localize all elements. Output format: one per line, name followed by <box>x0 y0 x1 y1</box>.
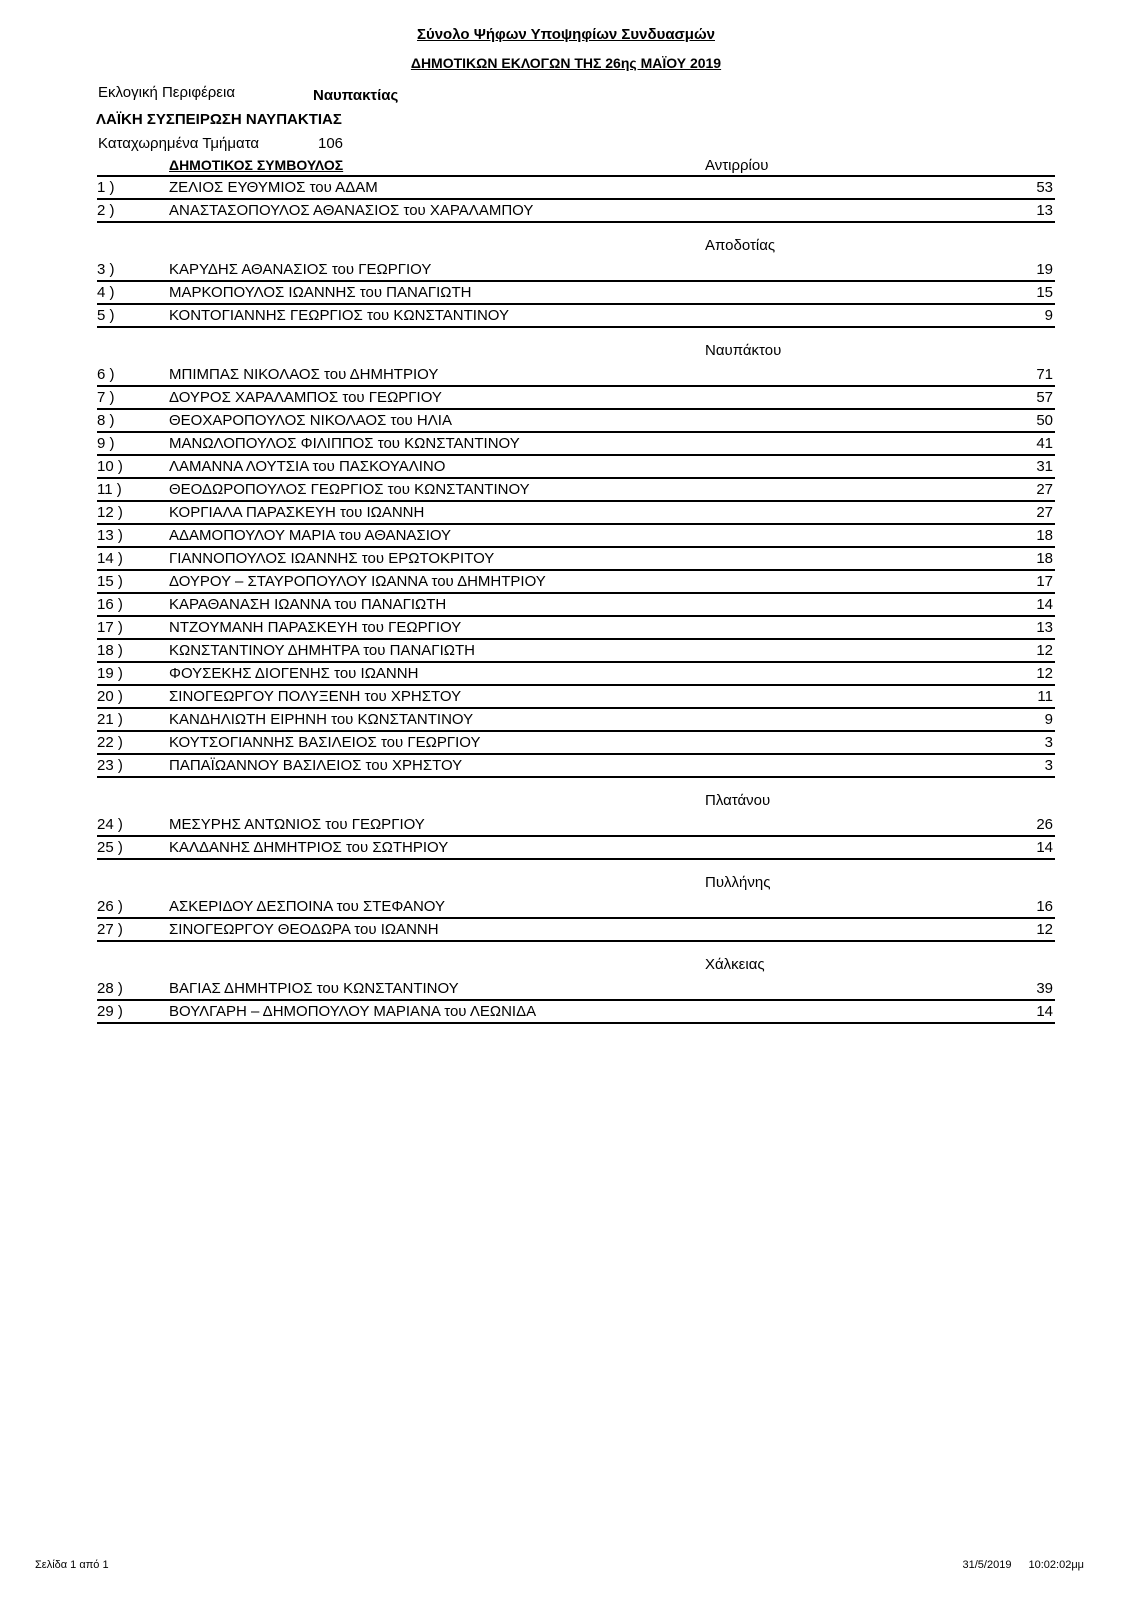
candidate-number: 29 ) <box>97 1003 123 1020</box>
candidate-name: ΒΟΥΛΓΑΡΗ – ΔΗΜΟΠΟΥΛΟΥ ΜΑΡΙΑΝΑ του ΛΕΩΝΙΔΑ <box>169 1003 537 1020</box>
candidate-number: 13 ) <box>97 527 123 544</box>
candidate-name: ΓΙΑΝΝΟΠΟΥΛΟΣ ΙΩΑΝΝΗΣ του ΕΡΩΤΟΚΡΙΤΟΥ <box>169 550 495 567</box>
candidate-votes: 39 <box>1036 980 1053 997</box>
candidate-row <box>97 525 1055 548</box>
candidate-number: 23 ) <box>97 757 123 774</box>
print-timestamp <box>949 1559 1085 1571</box>
candidate-name: ΚΟΥΤΣΟΓΙΑΝΝΗΣ ΒΑΣΙΛΕΙΟΣ του ΓΕΩΡΓΙΟΥ <box>169 734 481 751</box>
candidate-row <box>97 364 1055 387</box>
candidate-row <box>97 305 1055 328</box>
candidate-row <box>97 502 1055 525</box>
district-value: Ναυπακτίας <box>313 87 399 104</box>
candidate-number: 8 ) <box>97 412 115 429</box>
candidate-name: ΑΔΑΜΟΠΟΥΛΟΥ ΜΑΡΙΑ του ΑΘΑΝΑΣΙΟΥ <box>169 527 452 544</box>
candidate-number: 1 ) <box>97 179 115 196</box>
group-name: Πλατάνου <box>705 792 771 809</box>
candidate-number: 12 ) <box>97 504 123 521</box>
candidate-name: ΘΕΟΧΑΡΟΠΟΥΛΟΣ ΝΙΚΟΛΑΟΣ του ΗΛΙΑ <box>169 412 452 429</box>
list-header-row <box>97 155 1055 177</box>
candidate-row <box>97 200 1055 223</box>
candidate-votes: 27 <box>1036 481 1053 498</box>
candidate-votes: 9 <box>1044 307 1053 324</box>
candidate-number: 11 ) <box>97 481 122 498</box>
candidate-name: ΜΕΣΥΡΗΣ ΑΝΤΩΝΙΟΣ του ΓΕΩΡΓΙΟΥ <box>169 816 425 833</box>
candidate-votes: 31 <box>1036 458 1053 475</box>
candidate-name: ΚΑΡΥΔΗΣ ΑΘΑΝΑΣΙΟΣ του ΓΕΩΡΓΙΟΥ <box>169 261 432 278</box>
candidate-number: 25 ) <box>97 839 123 856</box>
group-name: Αντιρρίου <box>705 157 769 174</box>
candidate-votes: 71 <box>1036 366 1053 383</box>
candidate-votes: 9 <box>1044 711 1053 728</box>
candidate-name: ΝΤΖΟΥΜΑΝΗ ΠΑΡΑΣΚΕΥΗ του ΓΕΩΡΓΙΟΥ <box>169 619 462 636</box>
candidate-votes: 14 <box>1036 1003 1053 1020</box>
candidate-name: ΚΩΝΣΤΑΝΤΙΝΟΥ ΔΗΜΗΤΡΑ του ΠΑΝΑΓΙΩΤΗ <box>169 642 475 659</box>
group-title-row <box>97 778 1055 814</box>
candidate-name: ΑΣΚΕΡΙΔΟΥ ΔΕΣΠΟΙΝΑ του ΣΤΕΦΑΝΟΥ <box>169 898 445 915</box>
candidate-votes: 11 <box>1037 688 1053 705</box>
document-subtitle: ΔΗΜΟΤΙΚΩΝ ΕΚΛΟΓΩΝ ΤΗΣ 26ης ΜΑΪΟΥ 2019 <box>410 55 722 71</box>
candidate-votes: 12 <box>1036 665 1053 682</box>
district-label: Εκλογική Περιφέρεια <box>98 84 235 101</box>
print-date: 31/5/2019 <box>962 1559 1012 1571</box>
candidate-votes: 50 <box>1036 412 1053 429</box>
candidate-votes: 13 <box>1036 202 1053 219</box>
candidate-number: 4 ) <box>97 284 115 301</box>
candidate-name: ΒΑΓΙΑΣ ΔΗΜΗΤΡΙΟΣ του ΚΩΝΣΤΑΝΤΙΝΟΥ <box>169 980 459 997</box>
candidate-name: ΚΟΡΓΙΑΛΑ ΠΑΡΑΣΚΕΥΗ του ΙΩΑΝΝΗ <box>169 504 425 521</box>
sections-value: 106 <box>318 135 344 152</box>
candidate-name: ΚΑΡΑΘΑΝΑΣΗ ΙΩΑΝΝΑ του ΠΑΝΑΓΙΩΤΗ <box>169 596 447 613</box>
candidate-name: ΣΙΝΟΓΕΩΡΓΟΥ ΘΕΟΔΩΡΑ του ΙΩΑΝΝΗ <box>169 921 439 938</box>
candidate-number: 28 ) <box>97 980 123 997</box>
candidate-number: 14 ) <box>97 550 123 567</box>
candidate-row <box>97 617 1055 640</box>
candidate-votes: 41 <box>1036 435 1053 452</box>
candidate-name: ΜΑΝΩΛΟΠΟΥΛΟΣ ΦΙΛΙΠΠΟΣ του ΚΩΝΣΤΑΝΤΙΝΟΥ <box>169 435 520 452</box>
candidate-number: 3 ) <box>97 261 115 278</box>
candidate-row <box>97 732 1055 755</box>
candidate-number: 15 ) <box>97 573 123 590</box>
candidate-number: 22 ) <box>97 734 123 751</box>
group-name: Χάλκειας <box>705 956 765 973</box>
candidate-votes: 19 <box>1036 261 1053 278</box>
candidate-number: 7 ) <box>97 389 115 406</box>
candidate-votes: 14 <box>1036 839 1053 856</box>
candidate-row <box>97 709 1055 732</box>
candidate-name: ΚΑΝΔΗΛΙΩΤΗ ΕΙΡΗΝΗ του ΚΩΝΣΤΑΝΤΙΝΟΥ <box>169 711 474 728</box>
candidate-number: 5 ) <box>97 307 115 324</box>
candidate-row <box>97 387 1055 410</box>
candidate-name: ΚΑΛΔΑΝΗΣ ΔΗΜΗΤΡΙΟΣ του ΣΩΤΗΡΙΟΥ <box>169 839 449 856</box>
candidate-number: 9 ) <box>97 435 115 452</box>
candidate-votes: 16 <box>1036 898 1053 915</box>
candidate-row <box>97 686 1055 709</box>
group-title-row <box>97 942 1055 978</box>
candidate-number: 17 ) <box>97 619 123 636</box>
candidate-votes: 18 <box>1036 527 1053 544</box>
candidate-number: 27 ) <box>97 921 123 938</box>
candidate-votes: 53 <box>1036 179 1053 196</box>
candidate-row <box>97 896 1055 919</box>
candidate-number: 16 ) <box>97 596 123 613</box>
candidate-row <box>97 433 1055 456</box>
candidate-votes: 15 <box>1036 284 1053 301</box>
candidate-votes: 3 <box>1044 757 1053 774</box>
candidate-name: ΔΟΥΡΟΣ ΧΑΡΑΛΑΜΠΟΣ του ΓΕΩΡΓΙΟΥ <box>169 389 442 406</box>
candidate-votes: 13 <box>1036 619 1053 636</box>
candidate-name: ΖΕΛΙΟΣ ΕΥΘΥΜΙΟΣ του ΑΔΑΜ <box>169 179 378 196</box>
candidate-number: 26 ) <box>97 898 123 915</box>
document-title: Σύνολο Ψήφων Υποψηφίων Συνδυασμών <box>416 26 715 43</box>
group-title-row <box>97 328 1055 364</box>
candidate-name: ΔΟΥΡΟΥ – ΣΤΑΥΡΟΠΟΥΛΟΥ ΙΩΑΝΝΑ του ΔΗΜΗΤΡΙΟΥ <box>169 573 546 590</box>
candidate-name: ΜΑΡΚΟΠΟΥΛΟΣ ΙΩΑΝΝΗΣ του ΠΑΝΑΓΙΩΤΗ <box>169 284 472 301</box>
candidate-name: ΚΟΝΤΟΓΙΑΝΝΗΣ ΓΕΩΡΓΙΟΣ του ΚΩΝΣΤΑΝΤΙΝΟΥ <box>169 307 509 324</box>
candidate-row <box>97 479 1055 502</box>
candidate-votes: 12 <box>1036 921 1053 938</box>
candidate-name: ΣΙΝΟΓΕΩΡΓΟΥ ΠΟΛΥΞΕΝΗ του ΧΡΗΣΤΟΥ <box>169 688 462 705</box>
candidate-number: 24 ) <box>97 816 123 833</box>
candidate-name: ΦΟΥΣΕΚΗΣ ΔΙΟΓΕΝΗΣ του ΙΩΑΝΝΗ <box>169 665 419 682</box>
group-title-row <box>97 860 1055 896</box>
candidate-row <box>97 259 1055 282</box>
candidate-row <box>97 594 1055 617</box>
candidate-votes: 17 <box>1036 573 1053 590</box>
candidate-row <box>97 814 1055 837</box>
candidate-row <box>97 978 1055 1001</box>
group-title-row <box>97 223 1055 259</box>
candidate-votes: 27 <box>1036 504 1053 521</box>
page-number: Σελίδα 1 από 1 <box>35 1559 109 1571</box>
print-time: 10:02:02μμ <box>1028 1559 1084 1571</box>
candidate-row <box>97 837 1055 860</box>
candidate-list <box>97 155 1055 1024</box>
candidate-number: 19 ) <box>97 665 123 682</box>
candidate-number: 10 ) <box>97 458 123 475</box>
candidate-row <box>97 640 1055 663</box>
candidate-name: ΘΕΟΔΩΡΟΠΟΥΛΟΣ ΓΕΩΡΓΙΟΣ του ΚΩΝΣΤΑΝΤΙΝΟΥ <box>169 481 530 498</box>
candidate-name: ΑΝΑΣΤΑΣΟΠΟΥΛΟΣ ΑΘΑΝΑΣΙΟΣ του ΧΑΡΑΛΑΜΠΟΥ <box>169 202 534 219</box>
group-name: Αποδοτίας <box>705 237 776 254</box>
candidate-name: ΠΑΠΑΪΩΑΝΝΟΥ ΒΑΣΙΛΕΙΟΣ του ΧΡΗΣΤΟΥ <box>169 757 463 774</box>
group-name: Πυλλήνης <box>705 874 771 891</box>
candidate-name: ΜΠΙΜΠΑΣ ΝΙΚΟΛΑΟΣ του ΔΗΜΗΤΡΙΟΥ <box>169 366 439 383</box>
candidate-number: 21 ) <box>97 711 123 728</box>
candidate-row <box>97 282 1055 305</box>
candidate-votes: 26 <box>1036 816 1053 833</box>
group-name: Ναυπάκτου <box>705 342 782 359</box>
candidate-votes: 12 <box>1036 642 1053 659</box>
list-header-title: ΔΗΜΟΤΙΚΟΣ ΣΥΜΒΟΥΛΟΣ <box>169 157 344 173</box>
combination-name: ΛΑΪΚΗ ΣΥΣΠΕΙΡΩΣΗ ΝΑΥΠΑΚΤΙΑΣ <box>96 111 342 128</box>
candidate-row <box>97 663 1055 686</box>
candidate-number: 2 ) <box>97 202 115 219</box>
candidate-name: ΛΑΜΑΝΝΑ ΛΟΥΤΣΙΑ του ΠΑΣΚΟΥΑΛΙΝΟ <box>169 458 446 475</box>
candidate-number: 6 ) <box>97 366 115 383</box>
candidate-row <box>97 755 1055 778</box>
candidate-votes: 18 <box>1036 550 1053 567</box>
candidate-number: 20 ) <box>97 688 123 705</box>
candidate-row <box>97 410 1055 433</box>
candidate-votes: 3 <box>1044 734 1053 751</box>
candidate-row <box>97 919 1055 942</box>
candidate-votes: 57 <box>1036 389 1053 406</box>
candidate-row <box>97 548 1055 571</box>
candidate-row <box>97 456 1055 479</box>
sections-label: Καταχωρημένα Τμήματα <box>98 135 260 152</box>
candidate-row <box>97 571 1055 594</box>
candidate-row <box>97 177 1055 200</box>
candidate-number: 18 ) <box>97 642 123 659</box>
candidate-row <box>97 1001 1055 1024</box>
candidate-votes: 14 <box>1036 596 1053 613</box>
